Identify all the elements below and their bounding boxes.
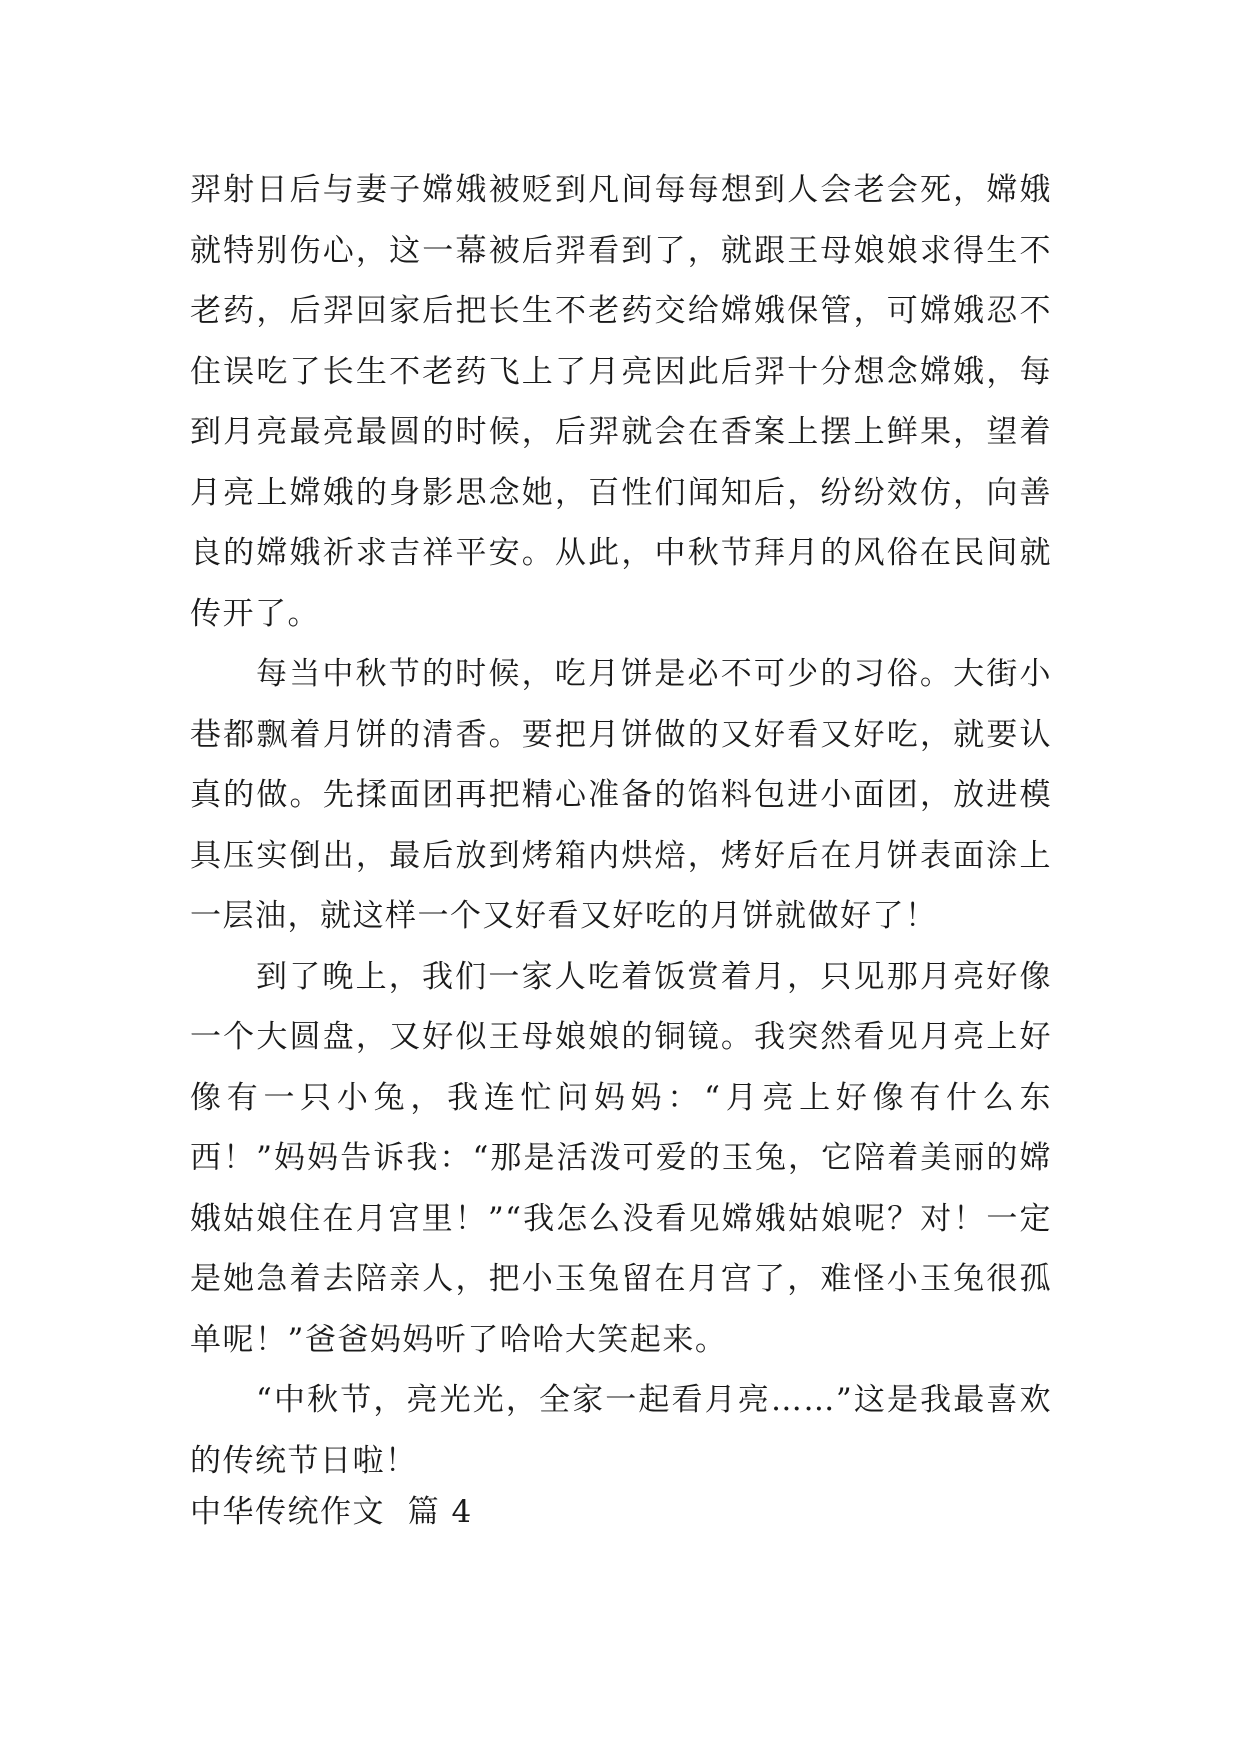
paragraph-2: 每当中秋节的时候，吃月饼是必不可少的习俗。大街小巷都飘着月饼的清香。要把月饼做的又好看又好吃，就要认真的做。先揉面团再把精心准备的馅料包进小面团，放进模具压实倒出，最后放到烤箱内烘焙，烤好后在月饼表面涂上一层油，就这样一个又好看又好吃的月饼就做好了！ [190, 656, 1052, 934]
document-body [190, 160, 1052, 1491]
paragraph-1: 羿射日后与妻子嫦娥被贬到凡间每每想到人会老会死，嫦娥就特别伤心，这一幕被后羿看到了，就跟王母娘娘求得生不老药，后羿回家后把长生不老药交给嫦娥保管，可嫦娥忍不住误吃了长生不老药飞上了月亮因此后羿十分想念嫦娥，每到月亮最亮最圆的时候，后羿就会在香案上摆上鲜果，望着月亮上嫦娥的身影思念她，百性们闻知后，纷纷效仿，向善良的嫦娥祈求吉祥平安。从此，中秋节拜月的风俗在民间就传开了。 [190, 172, 1052, 632]
section-heading: 中华传统作文 篇 4 [190, 1494, 473, 1530]
paragraph-3: 到了晚上，我们一家人吃着饭赏着月，只见那月亮好像一个大圆盘，又好似王母娘娘的铜镜。我突然看见月亮上好像有一只小兔，我连忙问妈妈：“月亮上好像有什么东西！”妈妈告诉我：“那是活泼可爱的玉兔，它陪着美丽的嫦娥姑娘住在月宫里！”“我怎么没看见嫦娥姑娘呢？对！一定是她急着去陪亲人，把小玉兔留在月宫了，难怪小玉兔很孤单呢！”爸爸妈妈听了哈哈大笑起来。 [190, 958, 1052, 1358]
paragraph-4: “中秋节，亮光光，全家一起看月亮……”这是我最喜欢的传统节日啦！ [190, 1382, 1052, 1479]
